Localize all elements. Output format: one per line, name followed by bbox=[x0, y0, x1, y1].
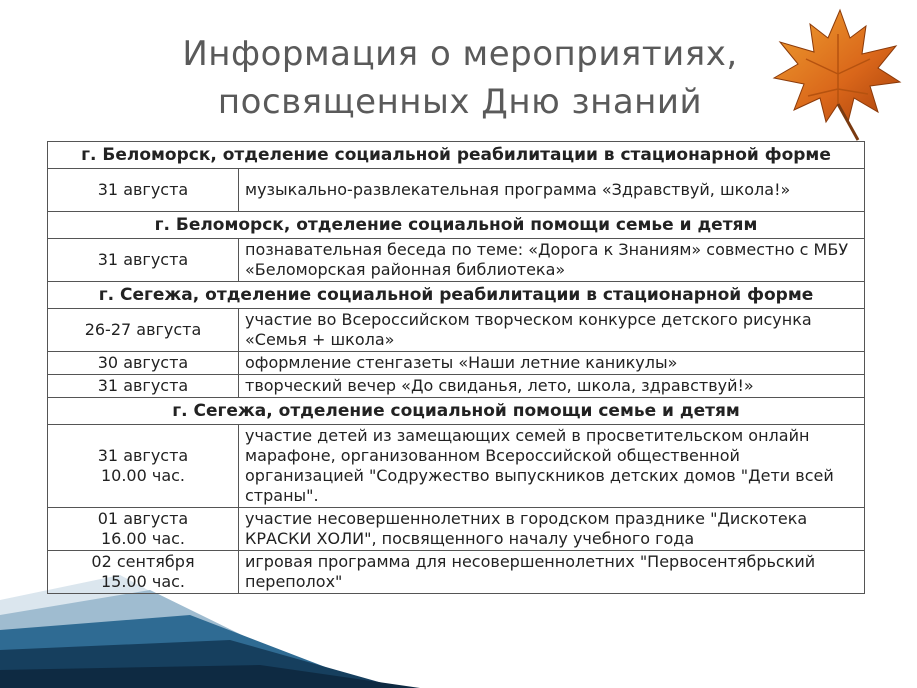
title-line-1: Информация о мероприятиях, bbox=[182, 34, 738, 74]
title-line-2: посвященных Дню знаний bbox=[217, 82, 703, 122]
table-row bbox=[48, 551, 865, 594]
event-description: игровая программа для несовершеннолетних "Первосентябрьский переполох" bbox=[239, 551, 865, 594]
event-date: 01 августа 16.00 час. bbox=[48, 508, 239, 551]
section-heading: г. Беломорск, отделение социальной реабилитации в стационарной форме bbox=[48, 142, 865, 169]
event-date: 30 августа bbox=[48, 352, 239, 375]
section-heading-row bbox=[48, 398, 865, 425]
table-row bbox=[48, 375, 865, 398]
event-date: 26-27 августа bbox=[48, 309, 239, 352]
event-description: оформление стенгазеты «Наши летние каникулы» bbox=[239, 352, 865, 375]
section-heading-row bbox=[48, 282, 865, 309]
table-row bbox=[48, 425, 865, 508]
event-description: творческий вечер «До свиданья, лето, школа, здравствуй!» bbox=[239, 375, 865, 398]
page-title bbox=[120, 30, 800, 126]
event-description: участие несовершеннолетних в городском празднике "Дискотека КРАСКИ ХОЛИ", посвященного началу учебного года bbox=[239, 508, 865, 551]
events-table bbox=[47, 141, 865, 594]
section-heading: г. Сегежа, отделение социальной реабилитации в стационарной форме bbox=[48, 282, 865, 309]
table-row bbox=[48, 309, 865, 352]
section-heading: г. Беломорск, отделение социальной помощи семье и детям bbox=[48, 212, 865, 239]
event-description: участие детей из замещающих семей в просветительском онлайн марафоне, организованном Всероссийской общественной организацией "Содружество выпускников детских домов "Дети всей страны". bbox=[239, 425, 865, 508]
section-heading-row bbox=[48, 142, 865, 169]
event-date: 31 августа bbox=[48, 169, 239, 212]
event-date: 31 августа bbox=[48, 375, 239, 398]
event-description: участие во Всероссийском творческом конкурсе детского рисунка «Семья + школа» bbox=[239, 309, 865, 352]
table-row bbox=[48, 508, 865, 551]
section-heading-row bbox=[48, 212, 865, 239]
event-date: 02 сентября 15.00 час. bbox=[48, 551, 239, 594]
table-row bbox=[48, 169, 865, 212]
table-row bbox=[48, 239, 865, 282]
event-description: познавательная беседа по теме: «Дорога к Знаниям» совместно с МБУ «Беломорская районная библиотека» bbox=[239, 239, 865, 282]
table-row bbox=[48, 352, 865, 375]
event-date: 31 августа 10.00 час. bbox=[48, 425, 239, 508]
event-description: музыкально-развлекательная программа «Здравствуй, школа!» bbox=[239, 169, 865, 212]
event-date: 31 августа bbox=[48, 239, 239, 282]
section-heading: г. Сегежа, отделение социальной помощи семье и детям bbox=[48, 398, 865, 425]
